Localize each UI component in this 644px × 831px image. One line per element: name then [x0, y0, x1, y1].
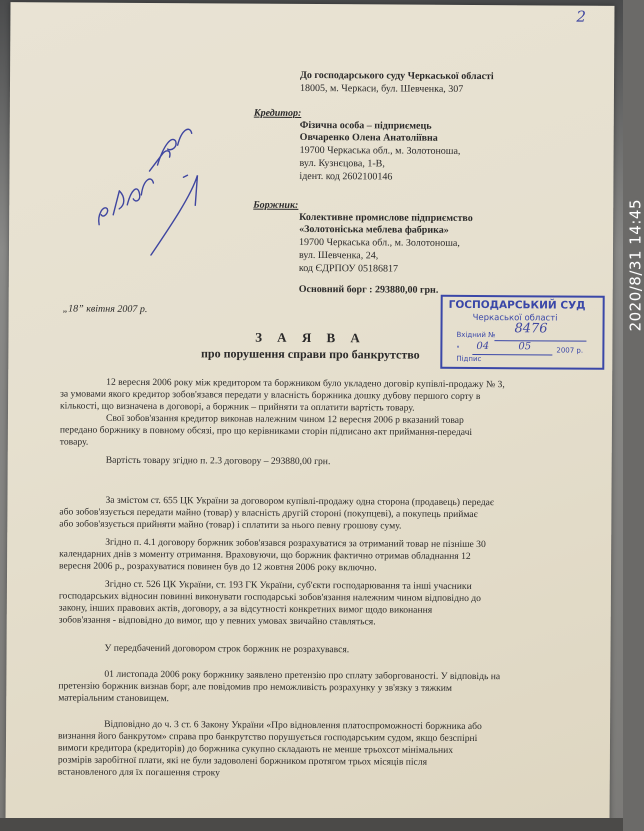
document-subtitle: про порушення справи про банкрутство [200, 346, 420, 362]
creditor-heading: Кредитор: [253, 107, 302, 119]
para-6-line-2: господарських відносин повинні виконувати господарські зобов'язання належним чином відповідно до [58, 590, 482, 605]
para-8-line-2: претензію боржник визнав борг, але повідомив про неможливість розрахунку у зв'язку з тяжким [58, 680, 452, 694]
para-4-line-3: або зобов'язується прийняти майно (товар) і сплатити за нього певну грошову суму. [59, 518, 402, 532]
para-5-line-2: календарних днів з моменту отримання. Враховуючи, що боржник фактично отримав обладнання 12 [59, 548, 471, 562]
page-bottom-shadow [0, 818, 623, 831]
document-page [6, 2, 615, 824]
para-7: У передбачений договором строк боржник не розрахувався. [104, 642, 350, 656]
para-3: Вартість товару згідно п. 2.3 договору – 293880,00 грн. [105, 454, 331, 468]
handwritten-signature [79, 105, 220, 266]
para-9-line-5: встановленого для їх погашення строку [57, 766, 221, 779]
para-8-line-1: 01 листопада 2006 року боржнику заявлено претензію про сплату заборгованості. У відповідь на [104, 668, 501, 683]
document-date: „18” квітня 2007 р. [62, 303, 148, 316]
debtor-line-3: 19700 Черкаська обл., м. Золотоноша, [299, 236, 460, 249]
para-8-line-3: матеріальним становищем. [58, 692, 170, 705]
debtor-heading: Боржник: [253, 199, 299, 211]
stamp-region: Черкаської області [472, 312, 558, 324]
para-6-line-1: Згідно ст. 526 ЦК України, ст. 193 ГК України, суб'єкти господарювання та інші учасники [104, 578, 472, 592]
creditor-line-3: 19700 Черкаська обл., м. Золотоноша, [299, 144, 461, 157]
para-5-line-3: вересня 2006 р., розрахуватися повинен був до 12 жовтня 2006 року включно. [59, 560, 377, 574]
stamp-day: 04 [476, 341, 490, 353]
stamp-month: 05 [518, 341, 532, 353]
para-6-line-3: закону, інших правових актів, договору, а за відсутності конкретних вимог щодо виконання [58, 602, 433, 616]
para-1-line-1: 12 вересня 2006 року між кредитором та боржником було укладено договір купівлі-продажу № 3, [106, 376, 505, 391]
principal-debt: Основний борг : 293880,00 грн. [298, 283, 439, 296]
creditor-line-1: Фізична особа – підприємець [299, 119, 432, 132]
creditor-line-4: вул. Кузнєцова, 1-В, [299, 157, 385, 170]
para-6-line-4: зобов'язання - відповідно до вимог, що у певних умовах звичайно ставляться. [58, 614, 376, 628]
addressee-address: 18005, м. Черкаси, бул. Шевченка, 307 [299, 82, 464, 95]
debtor-line-4: вул. Шевченка, 24, [298, 249, 379, 262]
stamp-incoming-label: Вхідний № [456, 330, 496, 340]
debtor-line-5: код ЄДРПОУ 05186817 [298, 262, 399, 275]
addressee-court: До господарського суду Черкаської області [300, 69, 494, 83]
para-4-line-1: За змістом ст. 655 ЦК України за договором купівлі-продажу одна сторона (продавець) передає [105, 494, 495, 509]
stamp-court-name: ГОСПОДАРСЬКИЙ СУД [448, 298, 586, 312]
para-2-line-1: Свої зобов'язання кредитор виконав належним чином 12 вересня 2006 р вказаний товар [105, 412, 464, 426]
para-9-line-1: Відповідно до ч. 3 ст. 6 Закону України «Про відновлення платоспроможності боржника або [104, 718, 482, 733]
para-1-line-2: за умовами якого кредитор зобов'язався передати у власність боржника дошку дубову першого сорту в [60, 388, 481, 403]
stamp-year: 2007 р. [556, 346, 584, 355]
stamp-incoming-number: 8476 [514, 321, 548, 337]
para-9-line-2: визнання його банкрутом» справа про банкрутство порушується господарським судом, якщо безспірні [57, 730, 478, 745]
para-2-line-2: передано боржнику в повному обсязі, про що керівниками сторін підписано акт приймання-передачі [59, 424, 473, 438]
creditor-line-2: Овчаренко Олена Анатоліївна [299, 131, 438, 144]
para-4-line-2: або зобов'язується передати майно (товар) у власність другій стороні (покупцеві), а покупець приймає [59, 506, 478, 521]
para-2-line-3: товару. [59, 436, 89, 448]
para-1-line-3: кількості, що визначена в договорі, а боржник – прийняти та оплатити вартість товару. [60, 400, 415, 414]
para-9-line-3: вимоги кредитора (кредиторів) до боржника сукупно складають не менше трьохсот мінімальних [57, 742, 454, 756]
document-title: З А Я В А [255, 329, 366, 346]
debtor-line-1: Колективне промислове підприємство [299, 211, 473, 224]
stamp-date-prefix: " [456, 344, 460, 353]
debtor-line-2: «Золотоніська меблева фабрика» [299, 223, 449, 236]
para-5-line-1: Згідно п. 4.1 договору боржник зобов'язався розрахуватися за отриманий товар не пізніше 30 [105, 536, 486, 551]
page-number: 2 [576, 7, 587, 26]
creditor-line-5: ідент. код 2602100146 [299, 170, 393, 183]
stamp-sheets-label: Підпис [456, 354, 482, 364]
para-9-line-4: розмірів заробітної плати, які не були задоволені боржником протягом трьох місяців після [57, 754, 428, 768]
